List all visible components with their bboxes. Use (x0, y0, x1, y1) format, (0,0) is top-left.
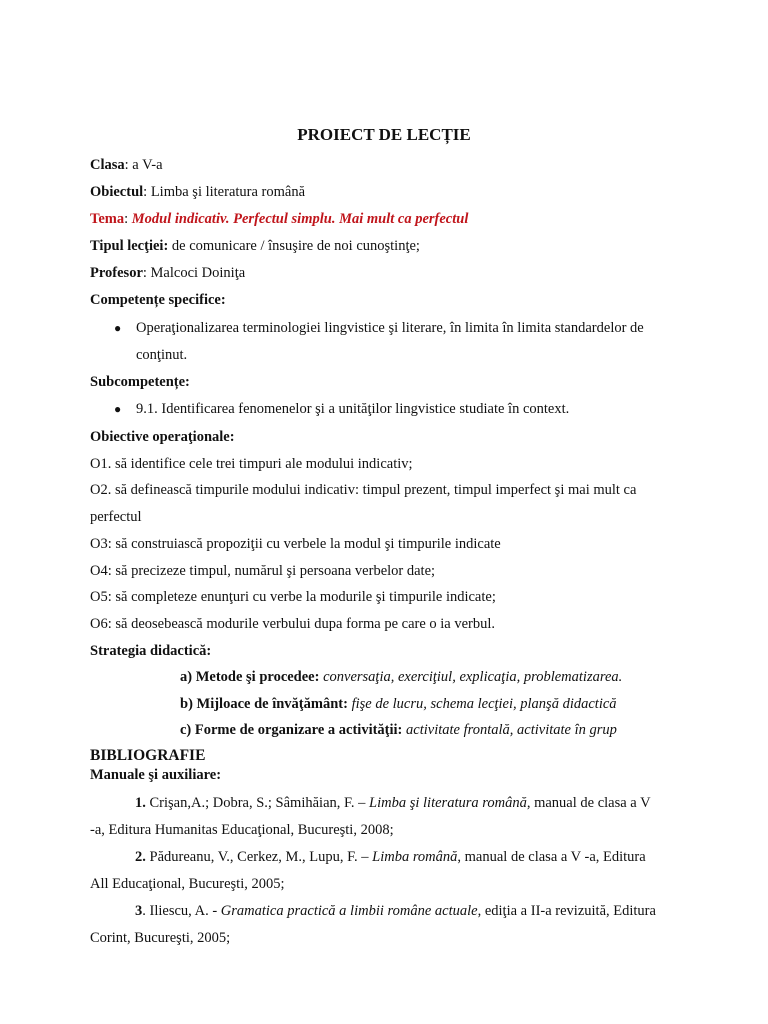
tipul-label: Tipul lecţiei: (90, 238, 169, 254)
objective-o1: O1. să identifice cele trei timpuri ale modului indicativ; (90, 456, 413, 472)
tema-label: Tema (90, 211, 125, 227)
item2-authors: Pădureanu, V., Cerkez, M., Lupu, F. – (145, 849, 373, 865)
profesor-label: Profesor (90, 265, 143, 281)
bibliografie-subheading (90, 766, 221, 784)
bibliography-item-2 (135, 848, 646, 866)
item2-title: Limba română (372, 849, 458, 865)
competente-heading-text: Competențe specifice: (90, 292, 226, 308)
competente-heading (90, 291, 226, 309)
strategia-heading (90, 642, 211, 660)
subcompetente-bullet: 9.1. Identificarea fenomenelor şi a unităţilor lingvistice studiate în context. (136, 401, 570, 417)
obiective-heading-text: Obiective operaţionale: (90, 429, 235, 445)
bibliography-item-2-line2: All Educaţional, Bucureşti, 2005; (90, 876, 285, 892)
subcompetente-heading-text: Subcompetențe: (90, 374, 190, 390)
obiectul-value: : Limba şi literatura română (143, 184, 306, 200)
bibliografie-heading (90, 747, 205, 765)
field-clasa (90, 156, 163, 174)
profesor-value: : Malcoci Doiniţa (142, 265, 246, 281)
strategia-heading-text: Strategia didactică: (90, 643, 212, 659)
item1-rest: , manual de clasa a V (526, 795, 651, 811)
bibliografie-subheading-text: Manuale şi auxiliare: (90, 767, 222, 783)
bullet-icon: ● (114, 402, 122, 416)
item1-title: Limba şi literatura română (369, 795, 527, 811)
item3-title: Gramatica practică a limbii române actuale (220, 903, 478, 919)
bibliography-item-3-line2: Corint, Bucureşti, 2005; (90, 930, 231, 946)
clasa-value: : a V-a (124, 157, 163, 173)
strategia-item-b (180, 695, 617, 713)
strategia-b-value: fişe de lucru, schema lecţiei, planşă didactică (347, 696, 617, 712)
objective-o4: O4: să precizeze timpul, numărul şi persoana verbelor date; (90, 563, 436, 579)
strategia-c-label: c) Forme de organizare a activităţii: (180, 722, 403, 738)
document-title: PROIECT DE LECȚIE (297, 125, 471, 144)
objective-o3: O3: să construiască propoziţii cu verbele la modul şi timpurile indicate (90, 536, 501, 552)
bullet-icon: ● (114, 321, 122, 335)
field-tipul-lectiei (90, 237, 420, 255)
field-obiectul (90, 183, 305, 201)
item3-number: 3 (135, 903, 143, 919)
subcompetente-heading (90, 373, 190, 391)
item3-rest: , ediţia a II-a revizuită, Editura (477, 903, 656, 919)
bibliography-item-1-line2: -a, Editura Humanitas Educaţional, Bucureşti, 2008; (90, 822, 394, 838)
strategia-b-label: b) Mijloace de învăţământ: (180, 696, 348, 712)
item1-number: 1. (135, 795, 146, 811)
objective-o5: O5: să completeze enunţuri cu verbe la modurile şi timpurile indicate; (90, 589, 496, 605)
strategia-c-value: activitate frontală, activitate în grup (402, 722, 617, 738)
objective-o6: O6: să deosebească modurile verbului dupa forma pe care o ia verbul. (90, 616, 496, 632)
field-profesor (90, 264, 245, 282)
tema-sep: : (124, 211, 132, 227)
bibliography-item-1 (135, 794, 651, 812)
item1-authors: Crişan,A.; Dobra, S.; Sâmihăian, F. – (145, 795, 370, 811)
obiectul-label: Obiectul (90, 184, 144, 200)
objective-o2-line1: O2. să definească timpurile modului indicativ: timpul prezent, timpul imperfect şi mai mult ca (90, 482, 637, 498)
item2-number: 2. (135, 849, 146, 865)
field-tema (90, 210, 468, 228)
strategia-a-value: conversaţia, exerciţiul, explicaţia, problematizarea. (319, 669, 623, 685)
tema-value: Modul indicativ. Perfectul simplu. Mai mult ca perfectul (131, 211, 469, 227)
tipul-value: de comunicare / însuşire de noi cunoştinţe; (168, 238, 420, 254)
strategia-a-label: a) Metode şi procedee: (180, 669, 320, 685)
strategia-item-a (180, 668, 622, 686)
clasa-label: Clasa (90, 157, 125, 173)
item2-rest: , manual de clasa a V -a, Editura (457, 849, 646, 865)
competente-bullet-line1: Operaţionalizarea terminologiei lingvistice şi literare, în limita în limita standardelor de (136, 320, 644, 336)
obiective-heading (90, 428, 235, 446)
bibliography-item-3 (135, 902, 656, 920)
item3-authors: . Iliescu, A. - (142, 903, 221, 919)
bibliografie-heading-text: BIBLIOGRAFIE (90, 747, 206, 764)
objective-o2-line2: perfectul (90, 509, 142, 525)
competente-bullet-line2: conţinut. (136, 347, 188, 363)
strategia-item-c (180, 721, 617, 739)
